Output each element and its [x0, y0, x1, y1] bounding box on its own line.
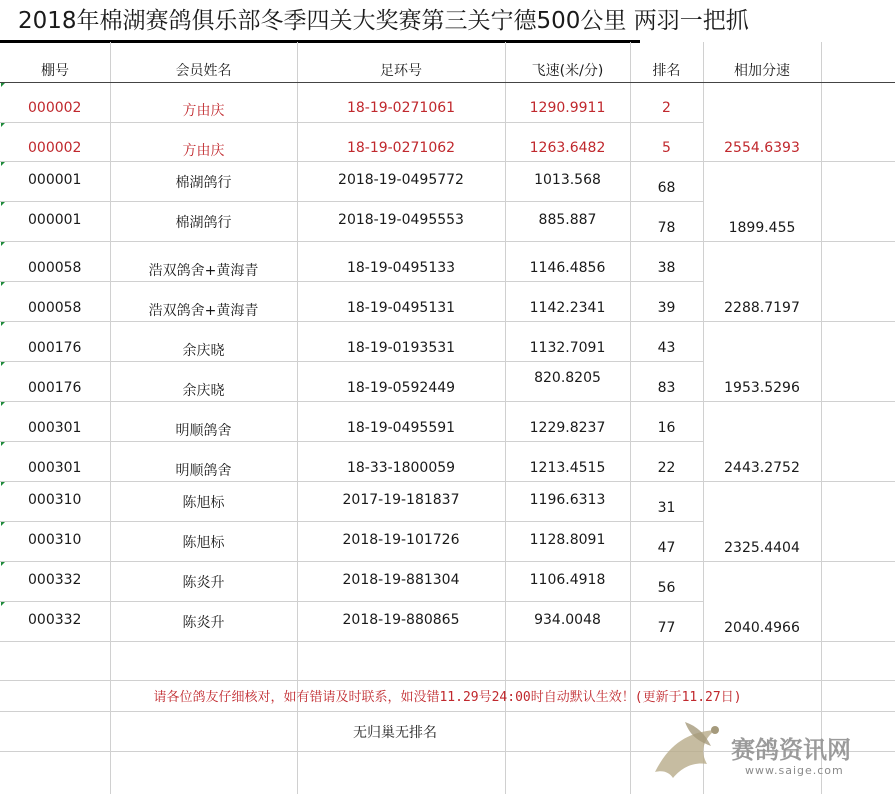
cell-speed: 1128.8091 [529, 532, 606, 548]
cell-speed: 1229.8237 [529, 420, 606, 436]
cell-sum: 2554.6393 [724, 140, 800, 156]
cell-speed: 820.8205 [534, 370, 601, 386]
cell-member: 陈炎升 [182, 575, 225, 591]
cell-corner-mark [1, 362, 5, 366]
cell-sum: 1953.5296 [724, 380, 800, 396]
cell-rank: 22 [657, 460, 676, 476]
cell-sum: 2040.4966 [724, 620, 800, 636]
notice-text: 请各位鸽友仔细核对，如有错请及时联系，如没错11.29号24:00时自动默认生效！(更新于11.27日) [153, 690, 742, 705]
cell-corner-mark [1, 322, 5, 326]
cell-ring: 2018-19-101726 [342, 532, 460, 548]
grid-row-line [0, 641, 895, 642]
grid-row-line [0, 82, 895, 83]
cell-sum: 2288.7197 [724, 300, 800, 316]
cell-loft: 000310 [28, 532, 82, 548]
cell-loft: 000002 [28, 140, 82, 156]
grid-row-line [0, 201, 703, 202]
cell-rank: 47 [657, 540, 676, 556]
cell-rank: 31 [657, 500, 676, 516]
cell-corner-mark [1, 202, 5, 206]
cell-loft: 000058 [28, 300, 82, 316]
logo-text: 赛鸽资讯网 [731, 736, 851, 764]
no-home-label: 无归巢无排名 [353, 725, 437, 741]
grid-row-line [0, 521, 703, 522]
cell-corner-mark [1, 242, 5, 246]
cell-corner-mark [1, 442, 5, 446]
cell-loft: 000176 [28, 340, 82, 356]
cell-member: 陈炎升 [182, 615, 225, 631]
header-loft: 棚号 [41, 63, 69, 79]
header-ring: 足环号 [380, 63, 422, 79]
cell-rank: 78 [657, 220, 676, 236]
cell-corner-mark [1, 522, 5, 526]
cell-rank: 2 [662, 100, 671, 116]
cell-ring: 2018-19-880865 [342, 612, 460, 628]
cell-corner-mark [1, 83, 5, 87]
cell-corner-mark [1, 482, 5, 486]
cell-member: 明顺鸽舍 [175, 463, 232, 479]
cell-member: 陈旭标 [182, 495, 225, 511]
cell-loft: 000332 [28, 612, 82, 628]
cell-speed: 1106.4918 [529, 572, 606, 588]
cell-speed: 1196.6313 [529, 492, 606, 508]
cell-loft: 000332 [28, 572, 82, 588]
cell-loft: 000301 [28, 420, 82, 436]
cell-rank: 56 [657, 580, 676, 596]
cell-loft: 000001 [28, 212, 82, 228]
cell-rank: 16 [657, 420, 676, 436]
cell-ring: 2018-19-881304 [342, 572, 460, 588]
cell-corner-mark [1, 402, 5, 406]
cell-ring: 2018-19-0495772 [338, 172, 464, 188]
cell-loft: 000301 [28, 460, 82, 476]
grid-row-line [0, 281, 703, 282]
cell-speed: 934.0048 [534, 612, 601, 628]
header-rank: 排名 [652, 63, 681, 79]
cell-rank: 83 [657, 380, 676, 396]
cell-loft: 000058 [28, 260, 82, 276]
grid-row-line [0, 401, 895, 402]
cell-corner-mark [1, 282, 5, 286]
cell-sum: 1899.455 [728, 220, 796, 236]
cell-loft: 000310 [28, 492, 82, 508]
cell-member: 棉湖鸽行 [175, 175, 232, 191]
cell-loft: 000002 [28, 100, 82, 116]
cell-member: 余庆晓 [182, 383, 225, 399]
grid-row-line [0, 481, 895, 482]
cell-ring: 2017-19-181837 [342, 492, 460, 508]
cell-ring: 18-19-0495133 [346, 260, 456, 276]
cell-rank: 68 [657, 180, 676, 196]
grid-row-line [0, 441, 703, 442]
cell-speed: 1142.2341 [529, 300, 606, 316]
cell-ring: 18-19-0193531 [346, 340, 456, 356]
cell-rank: 38 [657, 260, 676, 276]
header-speed: 飞速(米/分) [531, 63, 604, 79]
cell-speed: 1263.6482 [529, 140, 606, 156]
cell-ring: 18-19-0495591 [346, 420, 456, 436]
cell-speed: 885.887 [538, 212, 597, 228]
page-title: 2018年棉湖赛鸽俱乐部冬季四关大奖赛第三关宁德500公里 两羽一把抓 [18, 8, 749, 34]
cell-member: 棉湖鸽行 [175, 215, 232, 231]
cell-sum: 2443.2752 [724, 460, 800, 476]
header-member: 会员姓名 [175, 63, 232, 79]
cell-member: 陈旭标 [182, 535, 225, 551]
cell-member: 余庆晓 [182, 343, 225, 359]
cell-ring: 18-19-0271062 [346, 140, 456, 156]
cell-member: 明顺鸽舍 [175, 423, 232, 439]
grid-row-line [0, 561, 895, 562]
cell-speed: 1132.7091 [529, 340, 606, 356]
grid-column-line [821, 42, 822, 794]
cell-ring: 2018-19-0495553 [338, 212, 464, 228]
cell-rank: 43 [657, 340, 676, 356]
cell-rank: 5 [662, 140, 671, 156]
cell-sum: 2325.4404 [724, 540, 800, 556]
grid-row-line [0, 680, 895, 681]
cell-corner-mark [1, 562, 5, 566]
cell-ring: 18-19-0495131 [346, 300, 456, 316]
logo-url: www.saige.com [745, 764, 844, 777]
header-sum: 相加分速 [734, 63, 790, 79]
cell-speed: 1213.4515 [529, 460, 606, 476]
cell-corner-mark [1, 123, 5, 127]
cell-corner-mark [1, 602, 5, 606]
grid-row-line [0, 122, 703, 123]
cell-corner-mark [1, 162, 5, 166]
cell-ring: 18-19-0592449 [346, 380, 456, 396]
grid-row-line [0, 321, 895, 322]
cell-speed: 1290.9911 [529, 100, 606, 116]
cell-speed: 1013.568 [534, 172, 601, 188]
watermark-logo [645, 712, 895, 792]
cell-rank: 77 [657, 620, 676, 636]
pigeon-icon [645, 712, 735, 792]
cell-member: 方由庆 [182, 103, 225, 119]
grid-row-line [0, 161, 895, 162]
cell-ring: 18-33-1800059 [346, 460, 456, 476]
cell-member: 浩双鸽舍+黄海青 [148, 303, 259, 319]
grid-row-line [0, 361, 703, 362]
cell-speed: 1146.4856 [529, 260, 606, 276]
grid-row-line [0, 241, 895, 242]
cell-loft: 000001 [28, 172, 82, 188]
cell-member: 浩双鸽舍+黄海青 [148, 263, 259, 279]
cell-rank: 39 [657, 300, 676, 316]
cell-ring: 18-19-0271061 [346, 100, 456, 116]
cell-loft: 000176 [28, 380, 82, 396]
cell-member: 方由庆 [182, 143, 225, 159]
grid-row-line [0, 601, 703, 602]
